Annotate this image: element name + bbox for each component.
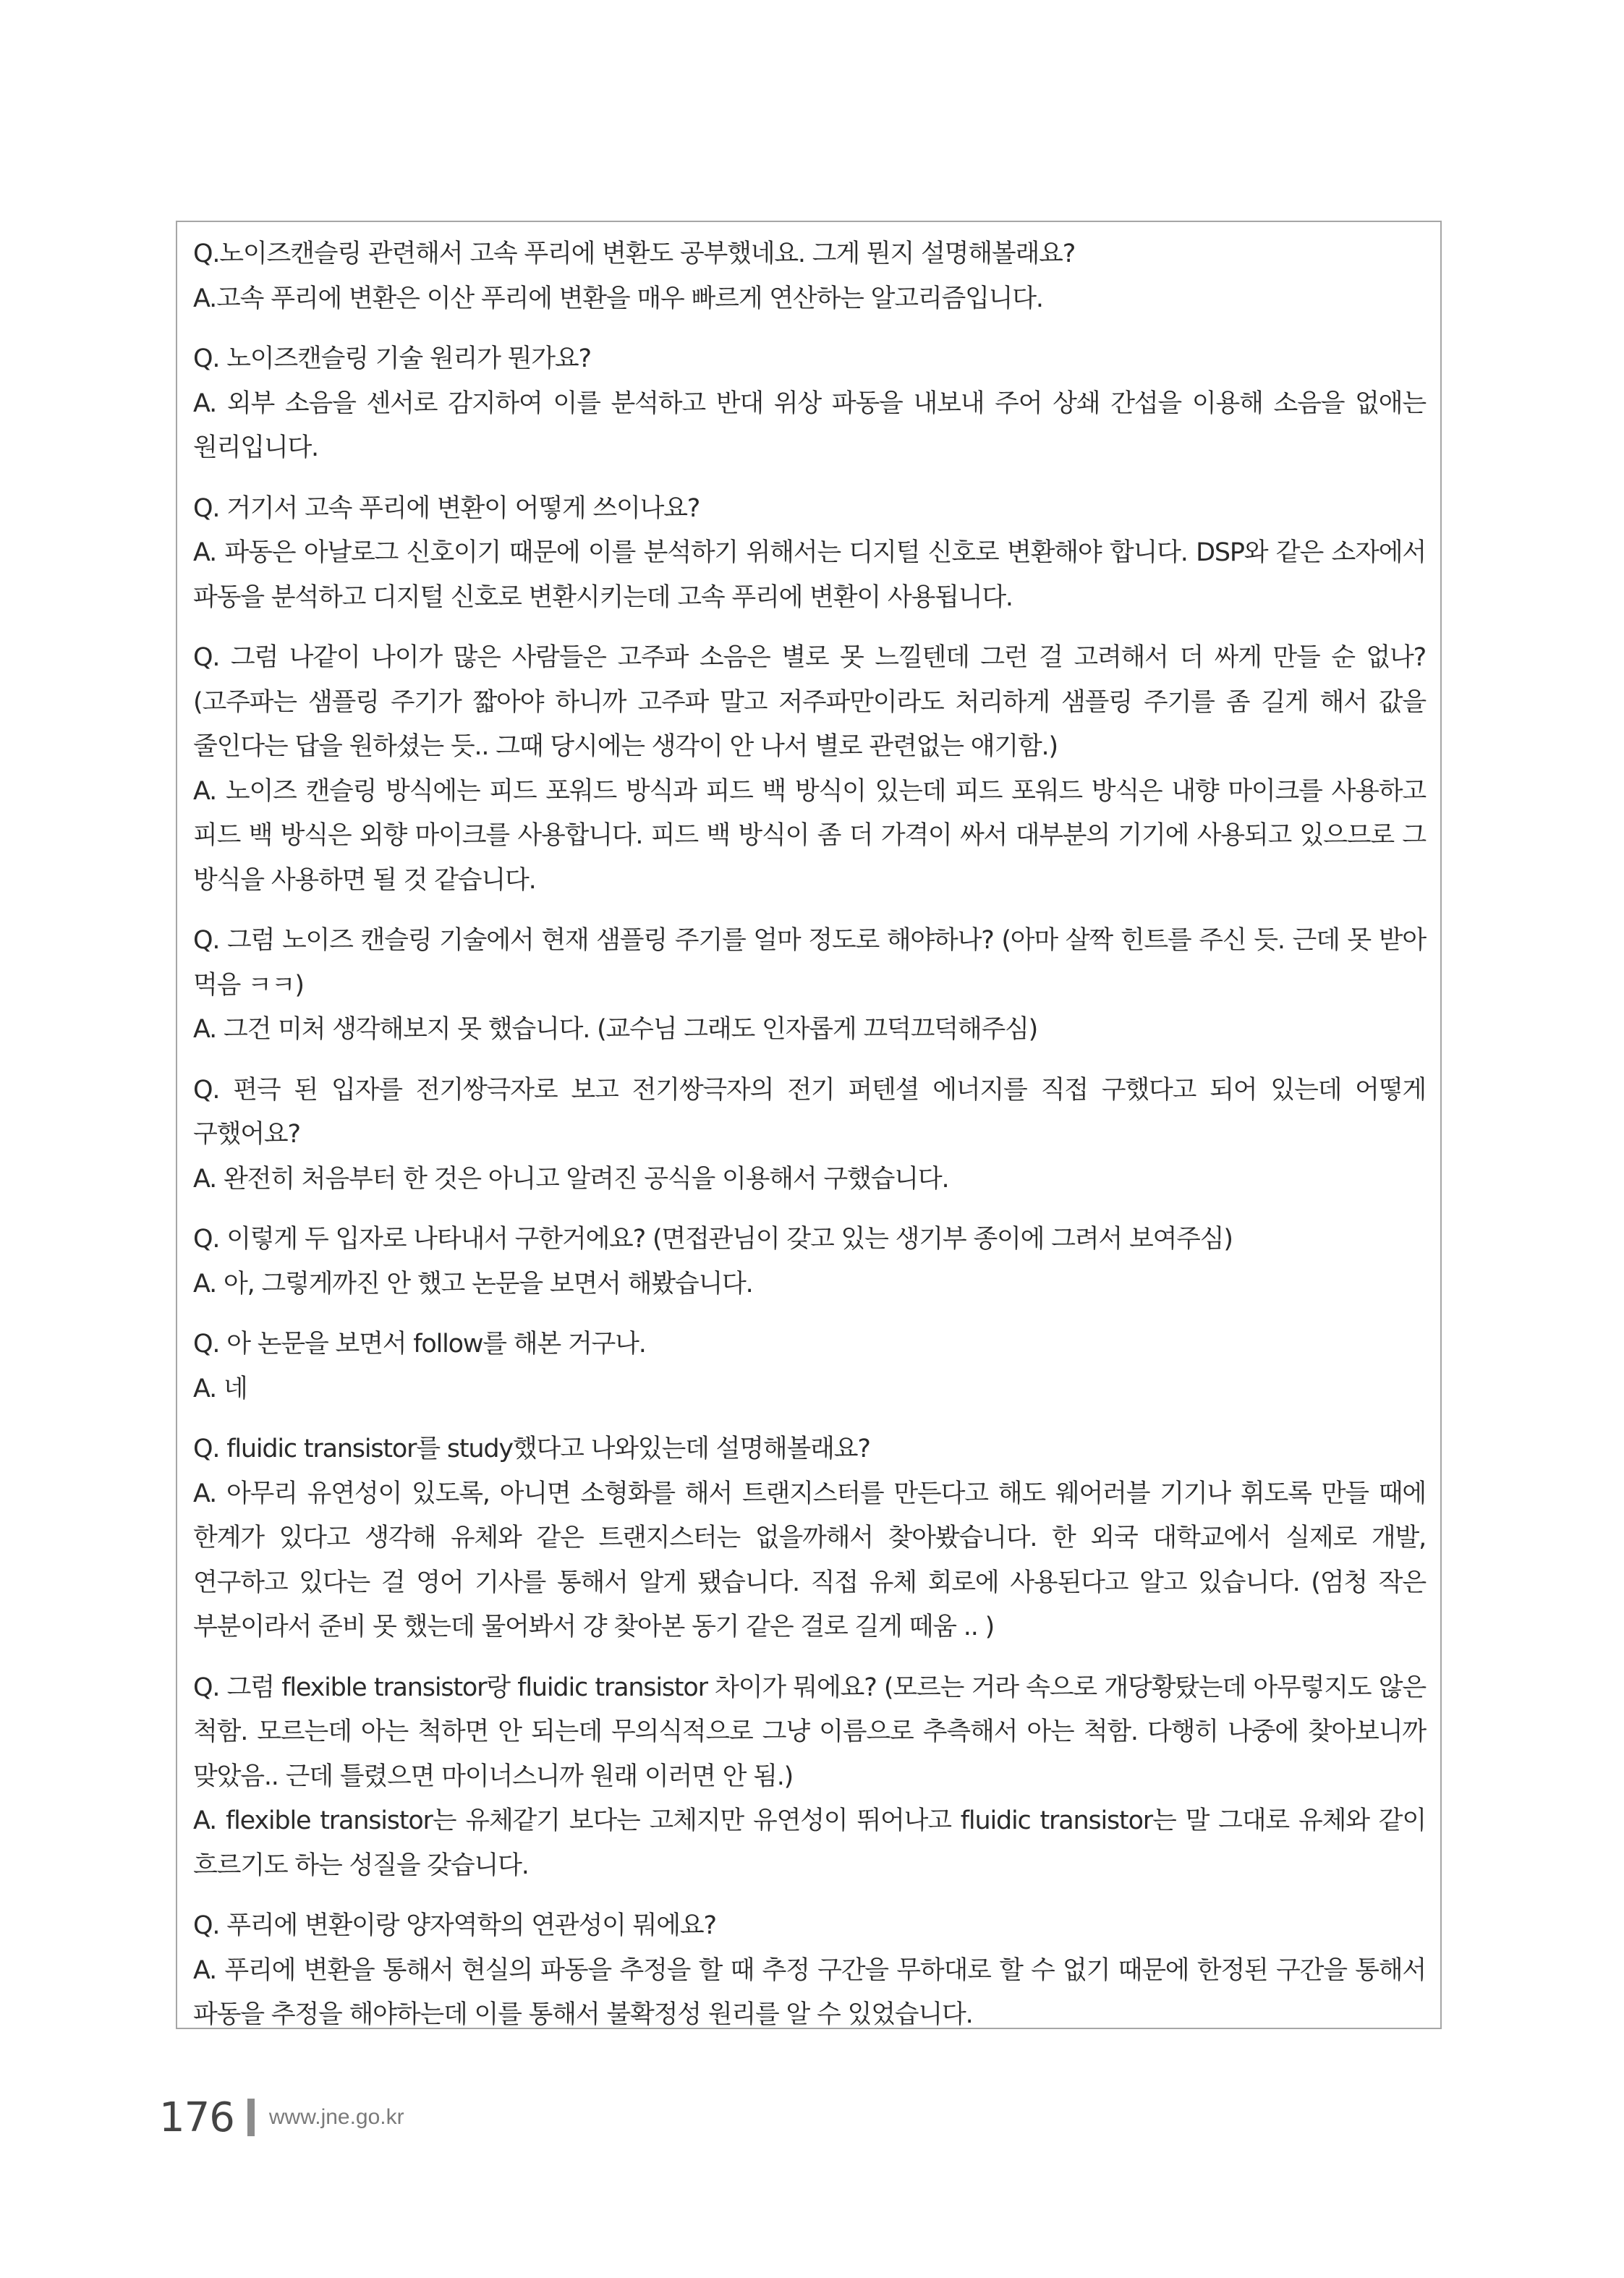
question-3: Q. 거기서 고속 푸리에 변환이 어떻게 쓰이나요? — [193, 493, 700, 523]
question-1: Q.노이즈캔슬링 관련해서 고속 푸리에 변환도 공부했네요. 그게 뭔지 설명해볼래요? — [193, 239, 1076, 268]
question-5: Q. 그럼 노이즈 캔슬링 기술에서 현재 샘플링 주기를 얼마 정도로 해야하나? (아마 살짝 힌트를 주신 듯. 근데 못 받아 먹음 ㅋㅋ) — [193, 926, 1426, 1000]
answer-5: A. 그건 미처 생각해보지 못 했습니다. (교수님 그래도 인자롭게 끄덕끄덕해주심) — [193, 1015, 1038, 1044]
answer-7: A. 아, 그렇게까진 안 했고 논문을 보면서 해봤습니다. — [193, 1269, 753, 1299]
answer-6: A. 완전히 처음부터 한 것은 아니고 알려진 공식을 이용해서 구했습니다. — [193, 1164, 949, 1194]
answer-8: A. 네 — [193, 1374, 247, 1403]
qa-item-3 — [193, 487, 1426, 621]
qa-item-11 — [193, 1904, 1426, 2038]
qa-item-9 — [193, 1427, 1426, 1650]
question-6: Q. 편극 된 입자를 전기쌍극자로 보고 전기쌍극자의 전기 퍼텐셜 에너지를 직접 구했다고 되어 있는데 어떻게 구했어요? — [193, 1075, 1426, 1149]
qa-item-10 — [193, 1666, 1426, 1889]
answer-3: A. 파동은 아날로그 신호이기 때문에 이를 분석하기 위해서는 디지털 신호로 변환해야 합니다. DSP와 같은 소자에서 파동을 분석하고 디지털 신호로 변환시키는데 고속 푸리에 변환이 사용됩니다. — [193, 538, 1426, 612]
page-number: 176 — [159, 2094, 234, 2141]
answer-2: A. 외부 소음을 센서로 감지하여 이를 분석하고 반대 위상 파동을 내보내 주어 상쇄 간섭을 이용해 소음을 없애는 원리입니다. — [193, 388, 1426, 462]
question-11: Q. 푸리에 변환이랑 양자역학의 연관성이 뭐에요? — [193, 1911, 716, 1940]
answer-11: A. 푸리에 변환을 통해서 현실의 파동을 추정을 할 때 추정 구간을 무하대로 할 수 없기 때문에 한정된 구간을 통해서 파동을 추정을 해야하는데 이를 통해서 불확정성 원리를 알 수 있었습니다. — [193, 1955, 1426, 2029]
answer-10: A. flexible transistor는 유체같기 보다는 고체지만 유연성이 뛰어나고 fluidic transistor는 말 그대로 유체와 같이 흐르기도 하는 성질을 갖습니다. — [193, 1806, 1426, 1880]
qa-item-6 — [193, 1068, 1426, 1202]
footer-divider — [247, 2099, 255, 2136]
qa-item-8 — [193, 1322, 1426, 1411]
answer-4: A. 노이즈 캔슬링 방식에는 피드 포워드 방식과 피드 백 방식이 있는데 피드 포워드 방식은 내향 마이크를 사용하고 피드 백 방식은 외향 마이크를 사용합니다. 피드 백 방식이 좀 더 가격이 싸서 대부분의 기기에 사용되고 있으므로 그 방식을 사용하면 될 것 같습니다. — [193, 776, 1426, 895]
answer-9: A. 아무리 유연성이 있도록, 아니면 소형화를 해서 트랜지스터를 만든다고 해도 웨어러블 기기나 휘도록 만들 때에 한계가 있다고 생각해 유체와 같은 트랜지스터는 없을까해서 찾아봤습니다. 한 외국 대학교에서 실제로 개발, 연구하고 있다는 걸 영어 기사를 통해서 알게 됐습니다. 직접 유체 회로에 사용된다고 알고 있습니다. (엄청 작은 부분이라서 준비 못 했는데 물어봐서 걍 찾아본 동기 같은 걸로 길게 떼움 .. ) — [193, 1479, 1426, 1641]
answer-1: A.고속 푸리에 변환은 이산 푸리에 변환을 매우 빠르게 연산하는 알고리즘입니다. — [193, 284, 1043, 313]
qa-item-4 — [193, 636, 1426, 903]
qa-box — [176, 221, 1442, 2029]
question-9: Q. fluidic transistor를 study했다고 나와있는데 설명해볼래요? — [193, 1435, 870, 1463]
qa-item-7 — [193, 1217, 1426, 1306]
question-10: Q. 그럼 flexible transistor랑 fluidic transistor 차이가 뭐에요? (모르는 거라 속으로 개당황탔는데 아무렇지도 않은 척함. 모르는데 아는 척하면 안 되는데 무의식적으로 그냥 이름으로 추측해서 아는 척함. 다행히 나중에 찾아보니까 맞았음.. 근데 틀렸으면 마이너스니까 원래 이러면 안 됨.) — [193, 1673, 1426, 1791]
page-footer — [159, 2085, 404, 2150]
qa-item-5 — [193, 919, 1426, 1053]
qa-item-1 — [193, 232, 1426, 321]
question-2: Q. 노이즈캔슬링 기술 원리가 뭔가요? — [193, 344, 591, 373]
question-4: Q. 그럼 나같이 나이가 많은 사람들은 고주파 소음은 별로 못 느낄텐데 그런 걸 고려해서 더 싸게 만들 순 없나? (고주파는 샘플링 주기가 짧아야 하니까 고주파 말고 저주파만이라도 처리하게 샘플링 주기를 좀 길게 해서 값을 줄인다는 답을 원하셨는 듯.. 그때 당시에는 생각이 안 나서 별로 관련없는 얘기함.) — [193, 643, 1426, 761]
qa-item-2 — [193, 337, 1426, 471]
question-7: Q. 이렇게 두 입자로 나타내서 구한거에요? (면접관님이 갖고 있는 생기부 종이에 그려서 보여주심) — [193, 1225, 1233, 1254]
footer-url: www.jne.go.kr — [268, 2105, 404, 2129]
question-8: Q. 아 논문을 보면서 follow를 해본 거구나. — [193, 1330, 646, 1359]
